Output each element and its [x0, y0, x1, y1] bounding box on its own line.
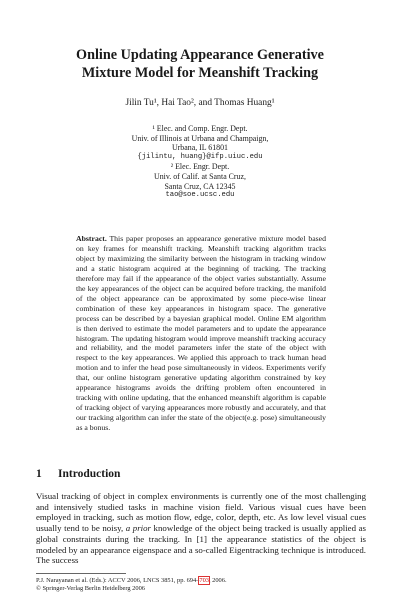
author-list: Jilin Tu¹, Hai Tao², and Thomas Huang¹: [125, 98, 275, 108]
affiliation-2-city: Santa Cruz, CA 12345: [164, 181, 236, 191]
affiliation-2-email: tao@soe.ucsc.edu: [165, 191, 235, 200]
title-line-1: Online Updating Appearance Generative: [76, 47, 324, 63]
affiliation-2-univ: Univ. of Calif. at Santa Cruz,: [154, 171, 246, 181]
footer-divider: [36, 573, 126, 574]
paper-title: [40, 46, 360, 82]
section-title: Introduction: [58, 468, 121, 480]
introduction-paragraph: [36, 491, 366, 566]
affiliations: [40, 124, 360, 201]
affiliation-1-univ: Univ. of Illinois at Urbana and Champaign,: [131, 133, 269, 143]
abstract: [76, 234, 326, 433]
footer: [36, 577, 366, 593]
affiliation-2-dept: ² Elec. Engr. Dept.: [170, 162, 230, 172]
affiliation-1-city: Urbana, IL 61801: [171, 143, 229, 153]
affiliation-1-dept: ¹ Elec. and Comp. Engr. Dept.: [152, 124, 248, 133]
citation-line: [36, 577, 366, 585]
copyright-line: © Springer-Verlag Berlin Heidelberg 2006: [36, 585, 145, 592]
page-end-link[interactable]: 703: [199, 577, 209, 584]
abstract-text: This paper proposes an appearance generative mixture model based on key frames for meanshift tracking. Meanshift tracking algorithm tracks object by maximizing the similarity between the histogram in tracking window and a static histogram acquired at the beginning of tracking. The tracking therefore may fail if the appearance of the object varies substantially. Assume the key appearances of the object can be acquired before tracking, the manifold of the object appearance can be approximated by some piece-wise linear combination of these key appearances in histogram space. The generative process can be described by a bayesian graphical model. Online EM algorithm is then derived to estimate the model parameters and to update the appearance histogram. The updating histogram would improve meanshift tracking accuracy and reliability, and the model parameters infer the state of the object with respect to the key appearances. We applied this approach to track human head motion and to infer the head pose simultaneously in videos. Experiments verify that, our online histogram generative updating algorithm constrained by key appearance histograms avoids the drifting problem often encountered in tracking with online updating, that the enhanced meanshift algorithm is capable of tracking object of varying appearances more robustly and accurately, and that our tracking algorithm can infer the state of the object(e.g. pose) simultaneously as a bonus.: [76, 234, 326, 433]
intro-text-2: knowledge of the object being tracked is usually applied as global constraints during the tracking. In [1] the appearance statistics of the object is modeled by an appearance eigenspace and a so-called Eigentracking technique is introduced. The success: [36, 523, 366, 566]
intro-text-1: Visual tracking of object in complex environments is currently one of the most challenging and intensively studied tasks in machine vision field. Various visual cues have been employed in tracking, such as motion flow, edge, color, depth, etc. As low level visual cues usually tend to be noisy,: [36, 491, 366, 534]
title-line-2: Mixture Model for Meanshift Tracking: [81, 65, 319, 81]
section-number: 1: [36, 468, 42, 480]
citation-year: , 2006.: [208, 577, 227, 584]
intro-italic: a prior: [125, 523, 151, 534]
section-heading: [36, 467, 366, 481]
abstract-label: Abstract.: [76, 234, 107, 243]
citation-text: P.J. Narayanan et al. (Eds.): ACCV 2006, LNCS 3851, pp. 694–: [36, 577, 200, 584]
affiliation-1-email: {jilintu, huang}@ifp.uiuc.edu: [137, 152, 263, 161]
